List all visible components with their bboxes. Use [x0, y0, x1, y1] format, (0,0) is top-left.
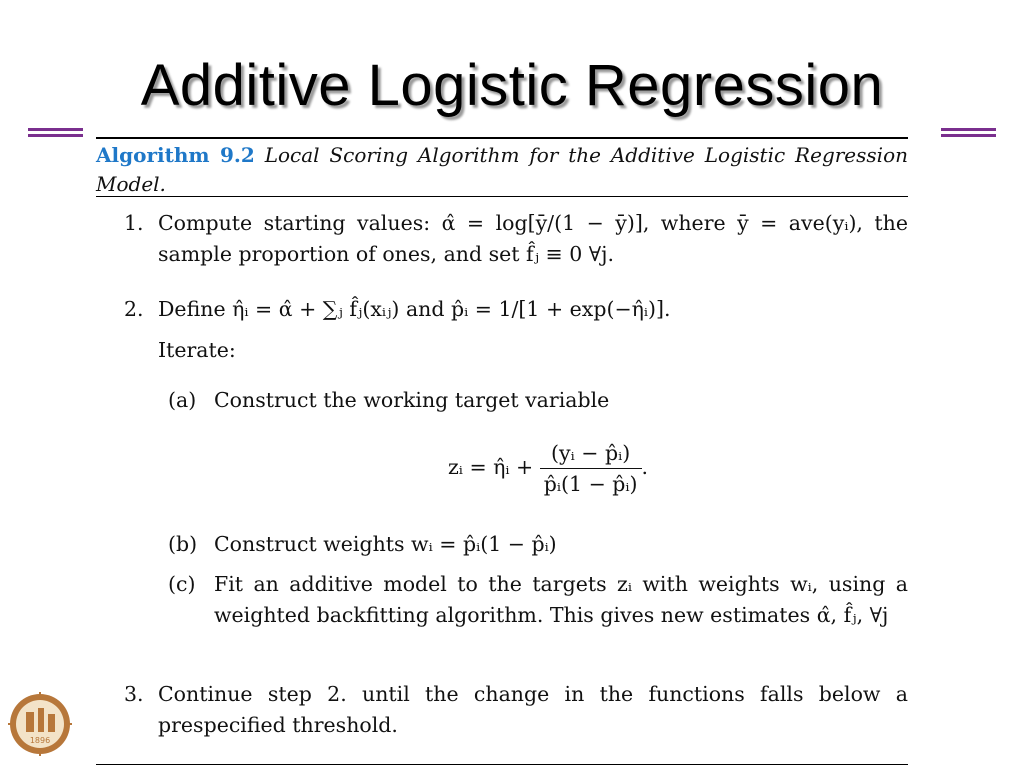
- left-decoration: [28, 128, 83, 140]
- equation-period: .: [641, 455, 649, 479]
- university-seal-logo: [8, 692, 72, 756]
- algorithm-caption: [96, 141, 908, 199]
- right-decoration: [941, 128, 996, 140]
- substep-b-text: Construct weights wᵢ = p̂ᵢ(1 − p̂ᵢ): [214, 532, 557, 556]
- step-3-text: Continue step 2. until the change in the functions falls below a prespecified threshold.: [158, 682, 908, 737]
- substep-a-label: (a): [168, 388, 197, 412]
- working-target-equation: [448, 438, 648, 499]
- slide-title: Additive Logistic Regression: [140, 53, 884, 118]
- algorithm-title: Local Scoring Algorithm for the Additive Logistic Regression Model.: [96, 143, 908, 196]
- substep-a-text: Construct the working target variable: [214, 388, 610, 412]
- step-3-number: 3.: [124, 682, 144, 706]
- step-1-text: Compute starting values: α̂ = log[ȳ/(1 − ȳ)], where ȳ = ave(yᵢ), the sample proportion of ones, and set f̂ⱼ ≡ 0 ∀j.: [158, 211, 908, 266]
- fraction-denominator: p̂ᵢ(1 − p̂ᵢ): [543, 472, 638, 496]
- step-1-number: 1.: [124, 211, 144, 235]
- iterate-label: Iterate:: [158, 338, 236, 362]
- bottom-rule: [96, 764, 908, 765]
- substep-c-text: Fit an additive model to the targets zᵢ with weights wᵢ, using a weighted backfitting algorithm. This gives new estimates α̂, f̂ⱼ, ∀j: [214, 572, 908, 627]
- seal-year: 1896: [29, 736, 51, 745]
- equation-lhs: zᵢ = η̂ᵢ +: [448, 455, 534, 479]
- step-2-text: Define η̂ᵢ = α̂ + ∑ⱼ f̂ⱼ(xᵢⱼ) and p̂ᵢ = 1/[1 + exp(−η̂ᵢ)].: [158, 297, 671, 321]
- mid-rule: [96, 196, 908, 197]
- substep-b-label: (b): [168, 532, 198, 556]
- step-2-number: 2.: [124, 297, 144, 321]
- substep-c-label: (c): [168, 572, 196, 596]
- equation-fraction: [540, 438, 642, 499]
- algorithm-number: Algorithm 9.2: [96, 143, 255, 167]
- top-rule: [96, 137, 908, 139]
- fraction-numerator: (yᵢ − p̂ᵢ): [540, 438, 642, 469]
